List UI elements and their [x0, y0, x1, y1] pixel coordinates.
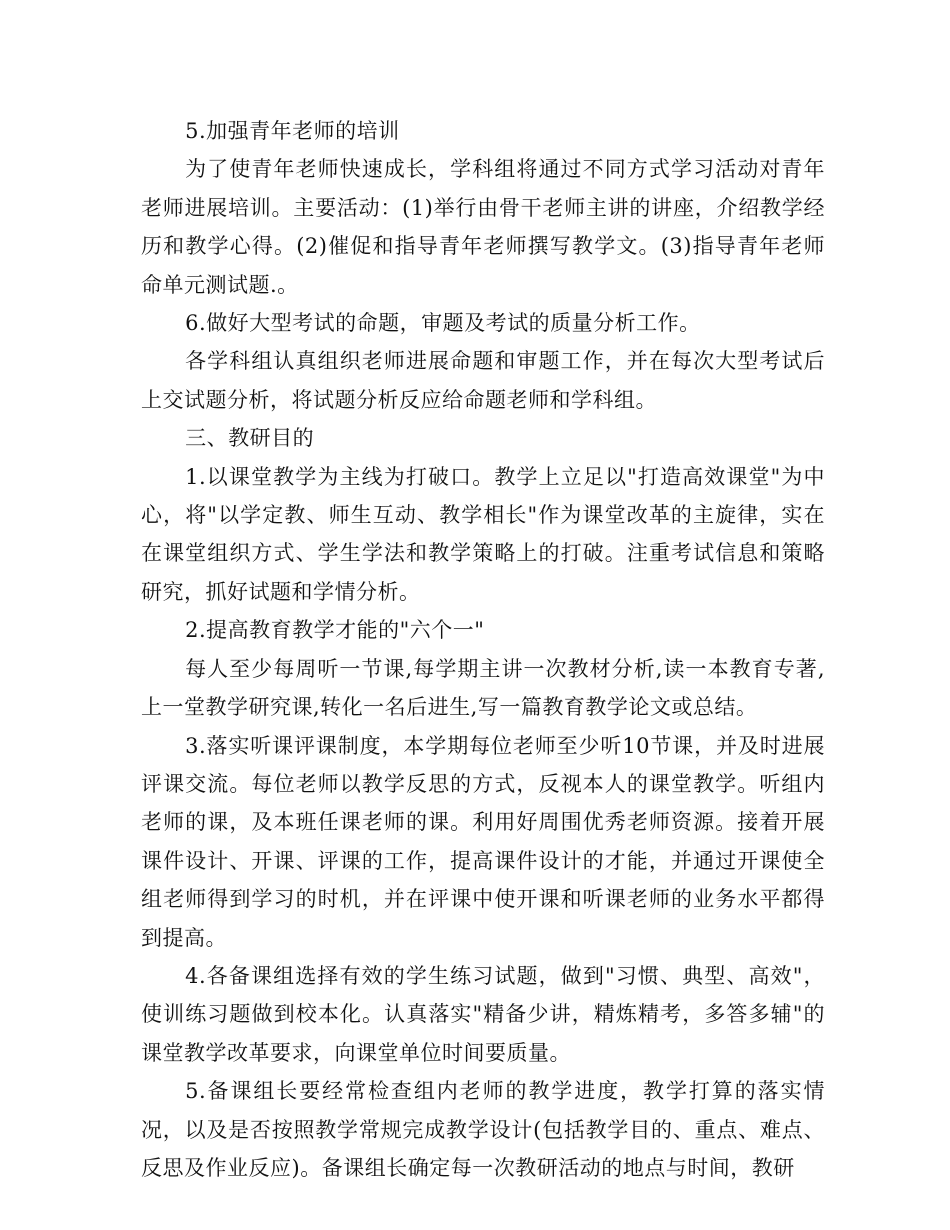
paragraph-six-ones: 每人至少每周听一节课,每学期主讲一次教材分析,读一本教育专著,上一堂教学研究课,转化一名后进生,写一篇教育教学论文或总结。 [141, 656, 825, 720]
paragraph-classroom-teaching: 1.以课堂教学为主线为打破口。教学上立足以"打造高效课堂"为中心，将"以学定教、师生互动、教学相长"作为课堂改革的主旋律，实在在课堂组织方式、学生学法和教学策略上的打破。注重考试信息和策略研究，抓好试题和学情分析。 [141, 464, 825, 604]
document-body [141, 112, 825, 1187]
paragraph-group-leader-checks: 5.备课组长要经常检查组内老师的教学进度，教学打算的落实情况，以及是否按照教学常规完成教学设计(包括教学目的、重点、难点、反思及作业反应)。备课组长确定每一次教研活动的地点与时间，教研 [141, 1079, 825, 1180]
section-heading-research-goals: 三、教研目的 [185, 426, 315, 451]
heading-six-ones: 2.提高教育教学才能的"六个一" [185, 618, 485, 643]
paragraph-practice-exercises: 4.各备课组选择有效的学生练习试题，做到"习惯、典型、高效"，使训练习题做到校本化。认真落实"精备少讲，精炼精考，多答多辅"的课堂教学改革要求，向课堂单位时间要质量。 [141, 963, 825, 1065]
paragraph-training-activities: 为了使青年老师快速成长，学科组将通过不同方式学习活动对青年老师进展培训。主要活动：(1)举行由骨干老师主讲的讲座，介绍教学经历和教学心得。(2)催促和指导青年老师撰写教学文。(3)指导青年老师命单元测试题.。 [141, 157, 825, 297]
paragraph-exam-analysis: 各学科组认真组织老师进展命题和审题工作，并在每次大型考试后上交试题分析，将试题分析反应给命题老师和学科组。 [141, 349, 825, 412]
heading-train-young-teachers: 5.加强青年老师的培训 [185, 119, 400, 143]
heading-exam-analysis: 6.做好大型考试的命题，审题及考试的质量分析工作。 [185, 311, 701, 336]
paragraph-lesson-observation: 3.落实听课评课制度，本学期每位老师至少听10节课，并及时进展评课交流。每位老师以教学反思的方式，反视本人的课堂教学。听组内老师的课，及本班任课老师的课。利用好周围优秀老师资源。接着开展课件设计、开课、评课的工作，提高课件设计的才能，并通过开课使全组老师得到学习的时机，并在评课中使开课和听课老师的业务水平都得到提高。 [141, 733, 825, 950]
